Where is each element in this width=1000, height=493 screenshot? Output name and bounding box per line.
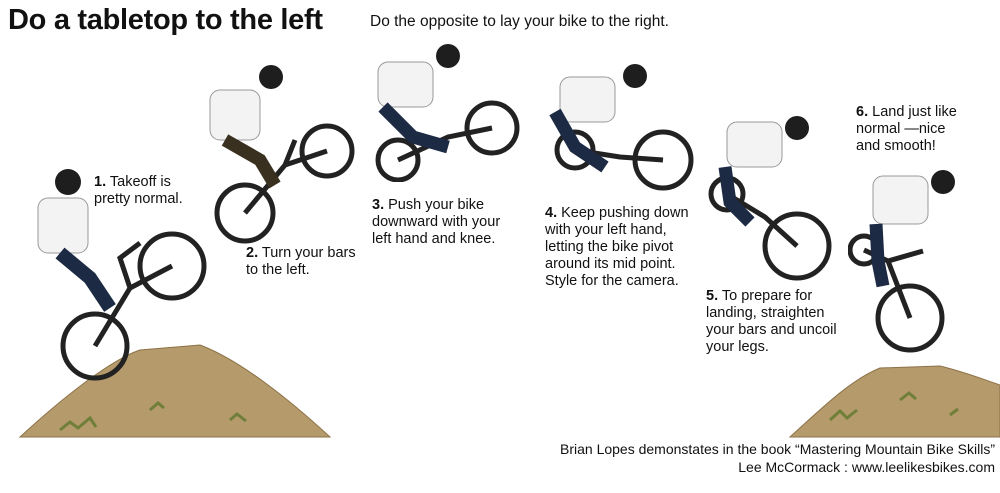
step-number: 1. [94,174,107,190]
credit-book-line: Brian Lopes demonstates in the book “Mastering Mountain Bike Skills” [560,441,995,457]
credit-author-line: Lee McCormack : www.leelikesbikes.com [738,459,995,475]
step-1-caption [94,174,209,208]
step-text: Takeoff is pretty normal. [94,174,183,207]
landing-dirt-mound [790,366,1000,437]
step-text: Turn your bars to the left. [246,245,356,278]
step-number: 4. [545,205,558,221]
step-2-caption [246,245,356,279]
step-text: Keep pushing down with your left hand, letting the bike pivot around its mid point. Style for the camera. [545,205,689,289]
step-text: To prepare for landing, straighten your bars and uncoil your legs. [706,288,837,355]
rider-frame-4-illustration [545,62,700,197]
page-title: Do a tabletop to the left [8,4,323,36]
step-6-caption [856,104,966,155]
step-5-caption [706,288,846,356]
step-4-caption [545,205,695,290]
step-number: 5. [706,288,719,304]
rider-frame-3-illustration [368,42,528,182]
step-number: 2. [246,245,259,261]
rider-frame-2-illustration [205,65,355,245]
step-number: 6. [856,104,869,120]
rider-frame-5-illustration [705,112,835,282]
step-text: Push your bike downward with your left hand and knee. [372,197,501,247]
step-text: Land just like normal —nice and smooth! [856,104,957,154]
step-3-caption [372,197,502,248]
page-subtitle: Do the opposite to lay your bike to the right. [370,13,669,30]
rider-frame-6-illustration [848,166,958,356]
step-number: 3. [372,197,385,213]
